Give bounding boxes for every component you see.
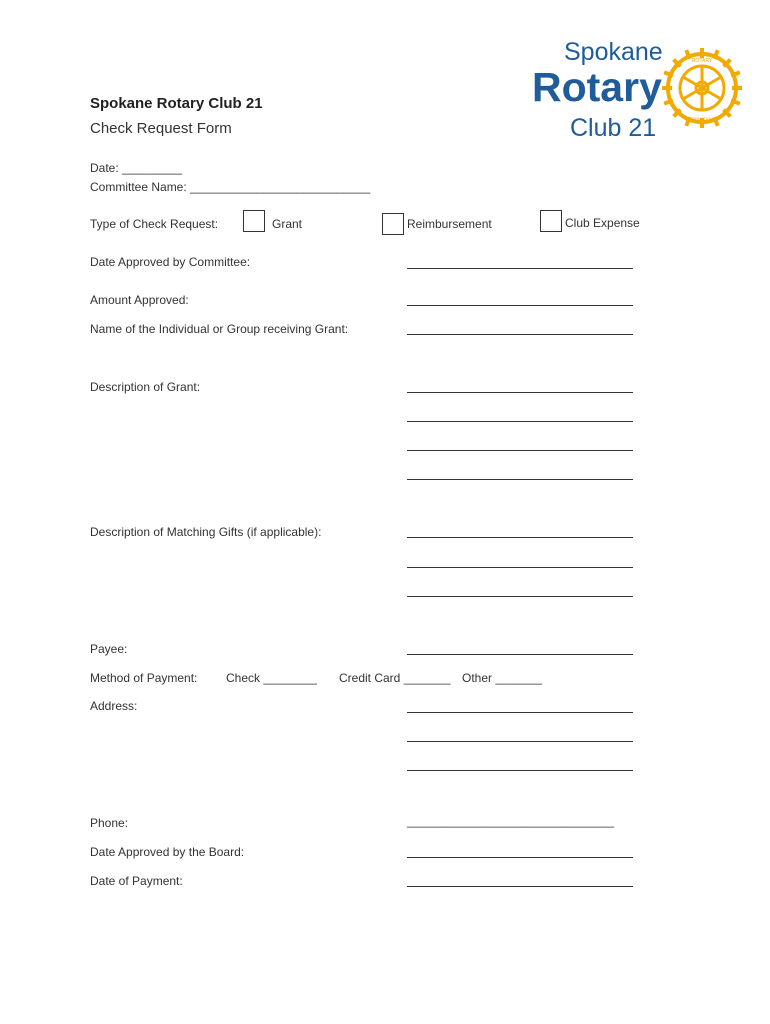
description-grant-line[interactable]: [407, 392, 633, 393]
date-approved-board-line[interactable]: [407, 857, 633, 858]
spokane-rotary-logo: [528, 38, 744, 144]
club-expense-label: Club Expense: [565, 216, 640, 230]
date-field[interactable]: Date: _________: [90, 161, 183, 175]
method-check-field[interactable]: Check ________: [226, 671, 317, 685]
method-of-payment-label: Method of Payment:: [90, 671, 198, 685]
date-approved-committee-line[interactable]: [407, 268, 633, 269]
description-grant-label: Description of Grant:: [90, 380, 201, 394]
description-grant-line[interactable]: [407, 421, 633, 422]
phone-label: Phone:: [90, 816, 129, 830]
address-line[interactable]: [407, 741, 633, 742]
reimbursement-label: Reimbursement: [407, 217, 492, 231]
description-grant-line[interactable]: [407, 479, 633, 480]
rotary-wheel-icon: [662, 48, 742, 128]
logo-wheel-top-text: ROTARY: [691, 58, 713, 64]
date-approved-committee-label: Date Approved by Committee:: [90, 255, 251, 269]
payee-line[interactable]: [407, 654, 633, 655]
description-matching-line[interactable]: [407, 537, 633, 538]
club-expense-checkbox[interactable]: [540, 210, 562, 232]
description-matching-label: Description of Matching Gifts (if applicable):: [90, 525, 322, 539]
logo-text-club: Club 21: [570, 114, 657, 142]
type-of-check-label: Type of Check Request:: [90, 217, 219, 231]
phone-input-line[interactable]: _______________________________: [407, 814, 614, 828]
date-of-payment-label: Date of Payment:: [90, 874, 183, 888]
amount-approved-label: Amount Approved:: [90, 293, 189, 307]
form-org-title: Spokane Rotary Club 21: [90, 95, 263, 112]
description-matching-line[interactable]: [407, 567, 633, 568]
recipient-name-label: Name of the Individual or Group receiving Grant:: [90, 322, 349, 336]
address-line[interactable]: [407, 712, 633, 713]
grant-label: Grant: [272, 217, 303, 231]
address-line[interactable]: [407, 770, 633, 771]
method-other-field[interactable]: Other _______: [462, 671, 543, 685]
grant-checkbox[interactable]: [243, 210, 265, 232]
method-credit-card-field[interactable]: Credit Card _______: [339, 671, 451, 685]
date-approved-board-label: Date Approved by the Board:: [90, 845, 245, 859]
logo-wheel-bottom-text: INTERNATIONAL: [686, 116, 718, 121]
recipient-name-line[interactable]: [407, 334, 633, 335]
amount-approved-line[interactable]: [407, 305, 633, 306]
committee-name-field[interactable]: Committee Name: ___________________________: [90, 180, 371, 194]
payee-label: Payee:: [90, 642, 128, 656]
date-of-payment-line[interactable]: [407, 886, 633, 887]
reimbursement-checkbox[interactable]: [382, 213, 404, 235]
logo-text-spokane: Spokane: [564, 38, 663, 66]
description-matching-line[interactable]: [407, 596, 633, 597]
description-grant-line[interactable]: [407, 450, 633, 451]
address-label: Address:: [90, 699, 138, 713]
form-title: Check Request Form: [90, 120, 232, 137]
logo-text-rotary: Rotary: [532, 64, 662, 110]
